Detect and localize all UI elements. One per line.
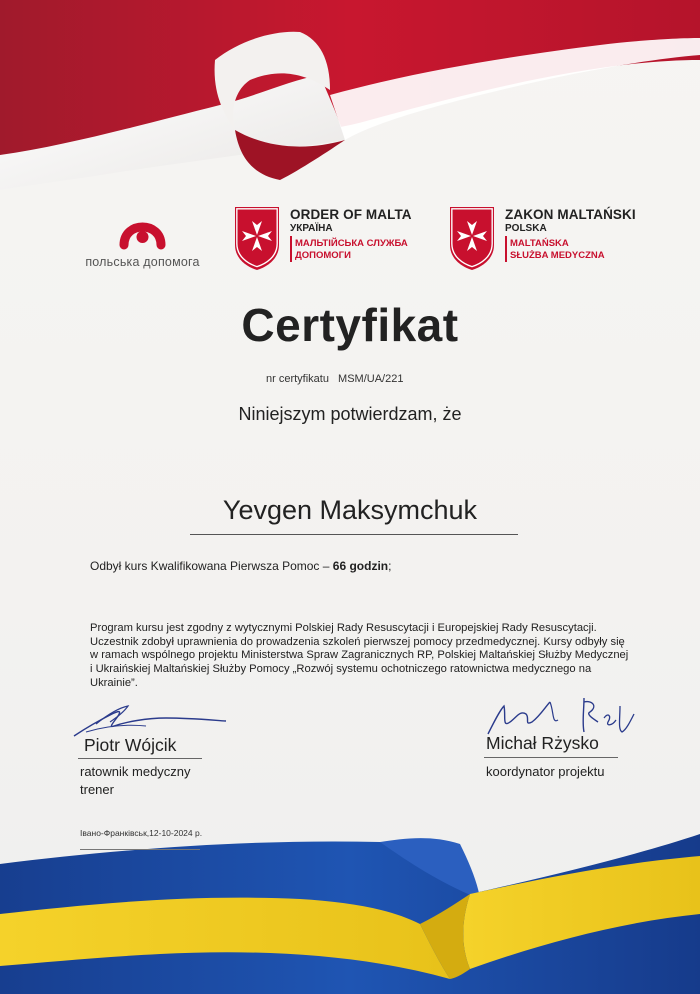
course-suffix: ; [388,559,392,573]
right-signatory-role [486,763,605,781]
order-of-malta-desc-line1: МАЛЬТІЙСЬКА СЛУЖБА [295,238,408,249]
certificate-number [266,373,409,385]
polska-pomoc-text: польська допомога [85,255,200,269]
left-signatory-role [80,763,191,799]
certificate-number-value: MSM/UA/221 [338,373,404,385]
order-of-malta-desc-line2: ДОПОМОГИ [295,250,351,261]
confirmation-text: Niniejszym potwierdzam, że [238,404,462,424]
left-signature-line [78,758,202,759]
zakon-maltanski-logo [448,205,663,275]
polska-pomoc-logo [80,205,200,275]
recipient-underline [190,534,518,535]
order-of-malta-title: ORDER OF MALTA [290,207,412,222]
left-signatory-name: Piotr Wójcik [84,735,177,755]
certificate-title: Certyfikat [241,299,459,351]
polish-flag-ribbon [0,0,700,220]
maltese-cross-shield-icon [233,205,281,271]
order-of-malta-country: УКРАЇНА [290,223,333,234]
recipient-name: Yevgen Maksymchuk [222,495,478,525]
maltese-cross-shield-icon [448,205,496,271]
order-of-malta-ukraine-logo [233,205,433,275]
left-role-line1: ratownik medyczny [80,764,191,779]
course-prefix: Odbył kurs Kwalifikowana Pierwsza Pomoc – [90,559,333,573]
certificate-number-label: nr certyfikatu [266,373,329,385]
place-date: Івано-Франківськ,12-10-2024 р. [80,828,203,838]
zakon-maltanski-country: POLSKA [505,223,547,234]
right-signatory-name: Michał Rżysko [486,733,599,753]
zakon-maltanski-title: ZAKON MALTAŃSKI [505,207,636,222]
divider [505,236,507,262]
zakon-maltanski-desc-line1: MALTAŃSKA [510,238,569,249]
left-role-line2: trener [80,782,114,797]
course-hours: 66 godzin [332,559,389,573]
polska-pomoc-emblem-icon [80,205,205,253]
program-description: Program kursu jest zgodny z wytycznymi Polskiej Rady Resuscytacji i Europejskiej Rady Resuscytacji. Uczestnik zdobył uprawnienia do prowadzenia szkoleń pierwszej pomocy przedmedycznej. Kursy odbyły się w ramach wspólnego projektu Ministerstwa Spraw Zagranicznych RP, Polskiej Maltańskiej Służby Medycznej i Ukraińskiej Maltańskiej Służby Pomocy „Rozwój systemu ochotniczego ratownictwa medycznego na Ukrainie”. [90,622,629,689]
zakon-maltanski-desc-line2: SŁUŻBA MEDYCZNA [510,250,605,261]
course-statement [90,559,391,573]
place-date-line [80,849,200,850]
right-role-line1: koordynator projektu [486,764,605,779]
right-signature-line [484,757,618,758]
ukrainian-flag-ribbon [0,794,700,994]
divider [290,236,292,262]
